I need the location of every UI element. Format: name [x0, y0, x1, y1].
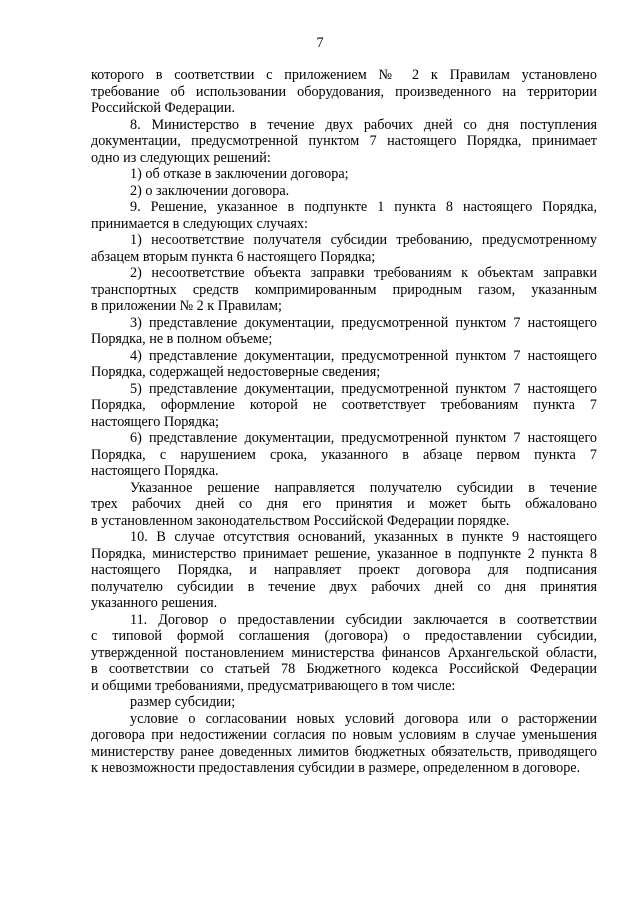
- text-line: настоящего Порядка.: [91, 463, 219, 479]
- text-line: в приложении № 2 к Правилам;: [91, 298, 282, 314]
- text-line: Российской Федерации.: [91, 100, 236, 116]
- text-line: 8. Министерство в течение двух рабочих дней со дня поступления: [130, 116, 597, 133]
- paragraph: [91, 430, 597, 480]
- paragraph: [91, 315, 597, 348]
- text-line: трех рабочих дней со дня его принятия и может быть обжаловано: [91, 496, 597, 512]
- text-line: принимается в следующих случаях:: [91, 215, 308, 232]
- text-line: 11. Договор о предоставлении субсидии заключается в соответствии: [130, 611, 597, 628]
- page-number: 7: [316, 35, 324, 51]
- text-line: 4) представление документации, предусмотренной пунктом 7 настоящего: [130, 347, 597, 364]
- text-line: требование об использовании оборудования, произведенного на территории: [91, 83, 597, 100]
- text-line: Порядка, с нарушением срока, указанного в абзаце первом пункта 7: [91, 446, 597, 463]
- text-line: Указанное решение направляется получателю субсидии в течение: [130, 479, 597, 496]
- text-line: в установленном законодательством Российской Федерации порядке.: [91, 512, 510, 529]
- text-line: транспортных средств компримированным природным газом, указанным: [91, 281, 597, 298]
- text-line: одно из следующих решений:: [91, 149, 271, 166]
- text-line: министерству ранее доведенных лимитов бюджетных обязательств, приводящего: [91, 743, 597, 760]
- text-line: 1) несоответствие получателя субсидии требованию, предусмотренному: [130, 232, 597, 248]
- paragraph: [91, 694, 597, 711]
- paragraph: [91, 67, 597, 117]
- paragraph: [91, 117, 597, 167]
- paragraph: [91, 265, 597, 315]
- text-line: в соответствии со статьей 78 Бюджетного кодекса Российской Федерации: [91, 661, 597, 677]
- text-line: и общими требованиями, предусматривающего в том числе:: [91, 677, 456, 694]
- paragraph: [91, 529, 597, 612]
- text-line: указанного решения.: [91, 595, 218, 611]
- text-line: настоящего Порядка, и направляет проект договора для подписания: [91, 562, 597, 578]
- text-line: 6) представление документации, предусмотренной пунктом 7 настоящего: [130, 430, 597, 446]
- text-line: 2) о заключении договора.: [130, 182, 290, 199]
- text-line: Порядка, не в полном объеме;: [91, 331, 273, 347]
- paragraph: [91, 166, 597, 183]
- text-line: 1) об отказе в заключении договора;: [130, 166, 349, 182]
- paragraph: [91, 381, 597, 431]
- text-line: абзацем вторым пункта 6 настоящего Порядка;: [91, 248, 376, 265]
- text-line: получателю субсидии в течение двух рабочих дней со дня принятия: [91, 578, 597, 595]
- paragraph: [91, 348, 597, 381]
- paragraph: [91, 711, 597, 777]
- text-line: которого в соответствии с приложением № 2 к Правилам установлено: [91, 67, 597, 83]
- text-line: 5) представление документации, предусмотренной пунктом 7 настоящего: [130, 380, 597, 397]
- text-line: 2) несоответствие объекта заправки требованиям к объектам заправки: [130, 265, 597, 281]
- text-line: Порядка, министерство принимает решение, указанное в подпункте 2 пункта 8: [91, 545, 597, 562]
- text-line: утвержденной постановлением министерства финансов Архангельской области,: [91, 644, 597, 661]
- text-line: 9. Решение, указанное в подпункте 1 пункта 8 настоящего Порядка,: [130, 199, 597, 215]
- paragraph: [91, 199, 597, 232]
- text-line: размер субсидии;: [130, 694, 236, 710]
- text-line: 3) представление документации, предусмотренной пунктом 7 настоящего: [130, 314, 597, 331]
- paragraph: [91, 480, 597, 530]
- paragraph: [91, 612, 597, 695]
- text-line: договора при недостижении согласия по новым условиям в случае уменьшения: [91, 727, 597, 743]
- text-line: с типовой формой соглашения (договора) о предоставлении субсидии,: [91, 628, 597, 644]
- text-line: Порядка, оформление которой не соответствует требованиям пункта 7: [91, 397, 597, 413]
- text-line: документации, предусмотренной пунктом 7 настоящего Порядка, принимает: [91, 133, 597, 149]
- text-line: к невозможности предоставления субсидии в размере, определенном в договоре.: [91, 760, 581, 776]
- text-line: 10. В случае отсутствия оснований, указанных в пункте 9 настоящего: [130, 529, 597, 545]
- document-body: [91, 67, 597, 777]
- text-line: условие о согласовании новых условий договора или о расторжении: [130, 710, 597, 727]
- text-line: настоящего Порядка;: [91, 413, 219, 430]
- paragraph: [91, 232, 597, 265]
- text-line: Порядка, содержащей недостоверные сведения;: [91, 364, 381, 380]
- paragraph: [91, 183, 597, 200]
